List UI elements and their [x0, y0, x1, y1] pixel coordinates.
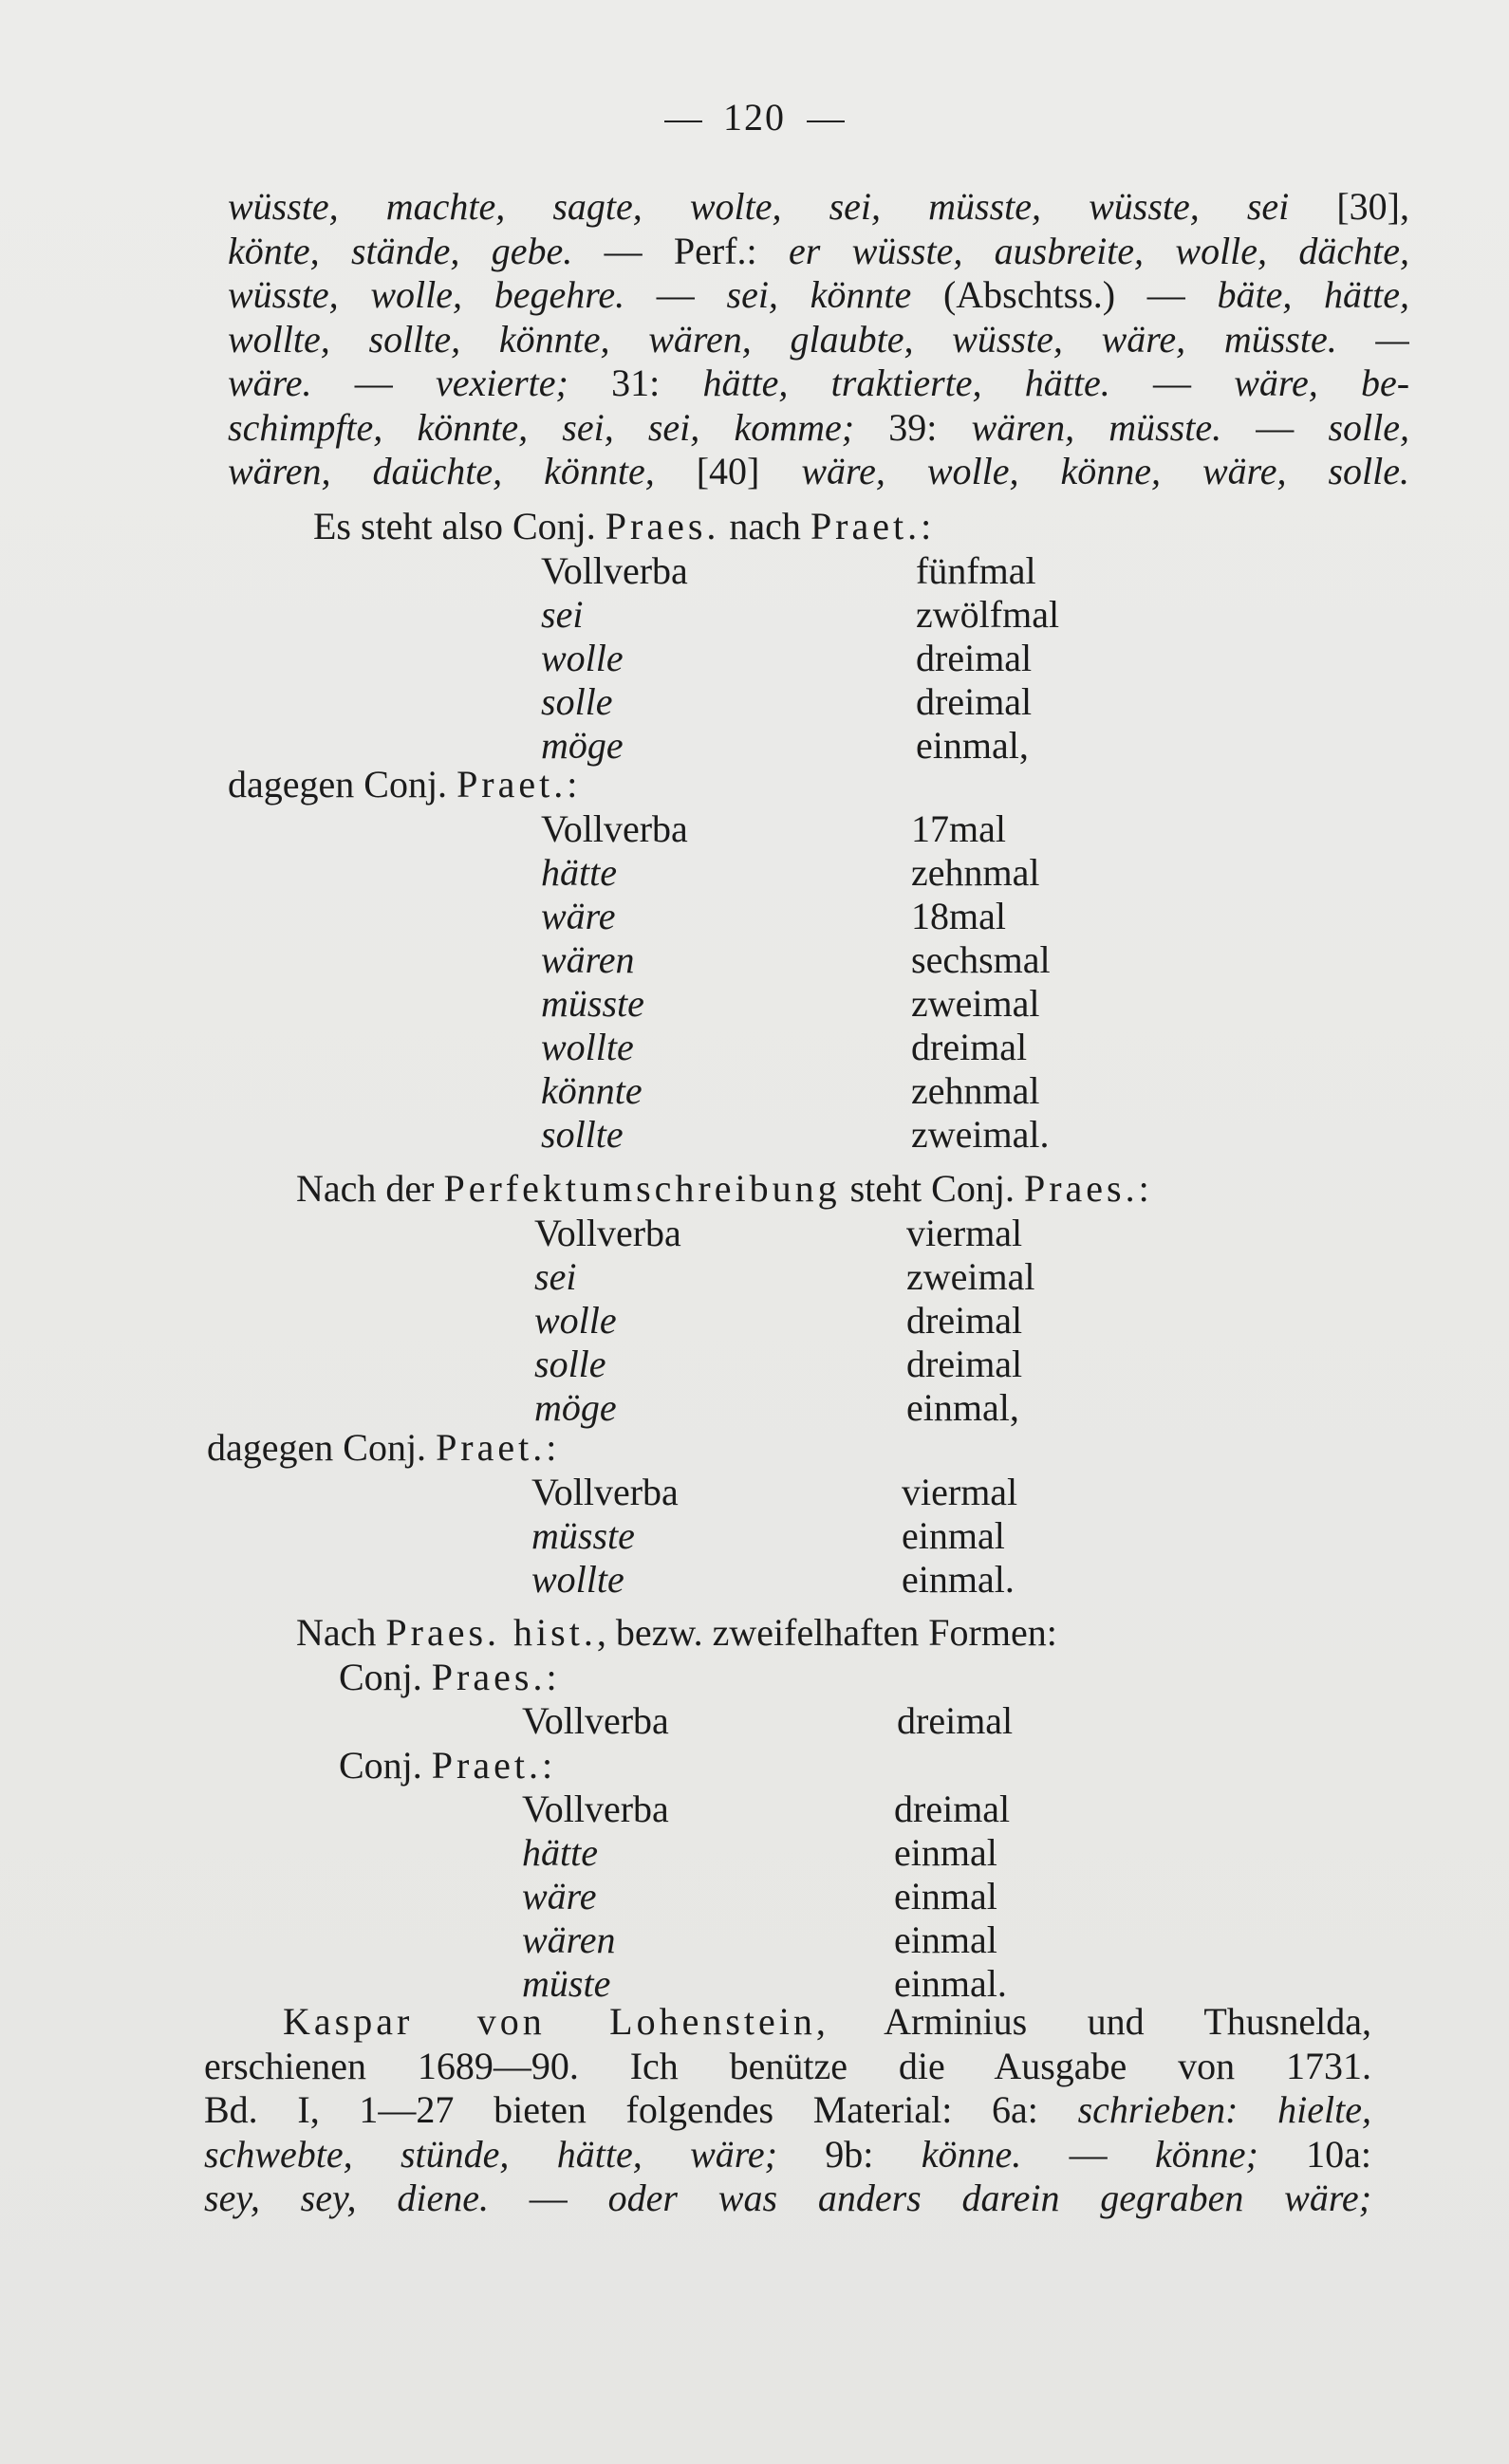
occurrence-count: viermal [906, 1212, 1023, 1254]
p1-line-4 [228, 318, 1409, 362]
verb-form: wolle [534, 1299, 617, 1342]
paragraph-1 [228, 185, 1409, 494]
intro6-a: Conj. [339, 1656, 432, 1698]
verb-form: solle [534, 1343, 606, 1385]
p2-l4-d: — [1021, 2132, 1155, 2176]
verb-form: wollte [531, 1558, 624, 1601]
p1-l7-a: wären, daüchte, könnte, [228, 450, 655, 492]
verb-form: müsste [541, 982, 644, 1025]
p2-l4-f: 10a: [1258, 2132, 1371, 2176]
occurrence-count: dreimal [916, 680, 1033, 723]
occurrence-count: dreimal [906, 1343, 1023, 1385]
p1-l5-g: wäre, be- [1234, 361, 1409, 404]
intro-perfekt [296, 1166, 1149, 1211]
p1-l6-b: 39: [854, 405, 972, 449]
p1-line-2 [228, 230, 1409, 274]
intro5-b: , bezw. zweifelhaften Formen: [596, 1611, 1057, 1654]
p2-line-5 [204, 2177, 1371, 2221]
occurrence-count: zweimal [911, 982, 1040, 1025]
intro3-b: steht Conj. [840, 1167, 1024, 1210]
intro3-perfekt: Perfektumschreibung [443, 1167, 841, 1210]
p1-l1-roman: [30], [1289, 185, 1409, 228]
p1-l3-italic-c: bäte, hätte, [1217, 273, 1409, 316]
occurrence-count: dreimal [906, 1299, 1023, 1342]
intro7-a: Conj. [339, 1744, 432, 1787]
p1-l3-italic-a: wüsste, wolle, begehre. [228, 273, 625, 316]
intro4-praet: Praet. [436, 1426, 547, 1469]
p2-l4-b: 9b: [776, 2132, 922, 2176]
p1-l6-c: wären, müsste. [971, 405, 1222, 449]
p1-l1-italic: wüsste, machte, sagte, wolte, sei, müsste, wüsste, sei [228, 185, 1290, 228]
verb-form: hätte [541, 851, 617, 894]
verb-form: müste [522, 1962, 611, 2005]
occurrence-count: fünfmal [916, 549, 1036, 592]
occurrence-count: zehnmal [911, 851, 1040, 894]
verb-form: hätte [522, 1831, 598, 1874]
intro-dagegen-2 [207, 1425, 556, 1470]
occurrence-count: viermal [902, 1471, 1018, 1513]
p2-line-2: erschienen 1689—90. Ich benütze die Ausgabe von 1731. [204, 2044, 1371, 2087]
intro7-praet: Praet. [431, 1744, 542, 1787]
intro4-a: dagegen Conj. [207, 1426, 437, 1469]
verb-form: müsste [531, 1514, 635, 1557]
verb-form: wären [541, 938, 635, 981]
intro-conj-praet [339, 1743, 552, 1788]
occurrence-count: zehnmal [911, 1069, 1040, 1112]
intro-conj-praes [339, 1655, 557, 1699]
verb-form: Vollverba [534, 1212, 681, 1254]
occurrence-count: dreimal [897, 1699, 1014, 1742]
verb-form: könnte [541, 1069, 643, 1112]
p1-l2-roman: — Perf.: [572, 229, 789, 272]
p1-l3-italic-b: sei, könnte [726, 273, 912, 316]
intro1-colon: : [921, 505, 932, 547]
p1-l5-e: hätte, traktierte, hätte. [702, 361, 1110, 404]
occurrence-count: einmal [902, 1514, 1005, 1557]
p1-l2-italic-b: er wüsste, ausbreite, wolle, dächte, [789, 229, 1409, 272]
verb-form: möge [541, 724, 624, 767]
intro1-b: nach [719, 505, 810, 547]
p1-l7-c: wäre, wolle, könne, wäre, solle. [801, 450, 1409, 492]
p2-l4-e: könne; [1154, 2132, 1258, 2176]
p2-l5-c: oder was anders darein gegraben wäre; [607, 2177, 1371, 2219]
verb-form: sei [541, 593, 584, 636]
page-number-text: 120 [723, 96, 786, 139]
verb-form: wäre [541, 895, 616, 937]
intro1-praes: Praes. [605, 505, 720, 547]
occurrence-count: einmal [894, 1918, 997, 1961]
occurrence-count: zweimal. [911, 1113, 1050, 1156]
p2-l4-a: schwebte, stünde, hätte, wäre; [204, 2132, 777, 2176]
p1-l3-roman-a: — [624, 273, 727, 316]
intro5-a: Nach [296, 1611, 386, 1654]
occurrence-count: 18mal [911, 895, 1006, 937]
p2-line-3 [204, 2088, 1371, 2133]
intro5-praes-hist: Praes. hist. [385, 1611, 597, 1654]
verb-form: wäre [522, 1875, 597, 1917]
verb-form: wären [522, 1918, 616, 1961]
intro7-colon: : [541, 1744, 553, 1787]
p2-l5-a: sey, sey, diene. [204, 2177, 489, 2219]
p2-l3-a: Bd. I, 1—27 bieten folgendes Material: 6a: [204, 2088, 1078, 2131]
p1-l5-c: vexierte; [435, 361, 568, 404]
occurrence-count: sechsmal [911, 938, 1051, 981]
intro3-colon: : [1138, 1167, 1149, 1210]
occurrence-count: einmal, [916, 724, 1029, 767]
occurrence-count: einmal. [894, 1962, 1007, 2005]
p2-line-4 [204, 2133, 1371, 2177]
p1-l4-italic: wollte, sollte, könnte, wären, glaubte, wüsste, wäre, müsste. — [228, 317, 1409, 361]
p1-line-1 [228, 185, 1409, 230]
intro6-colon: : [546, 1656, 557, 1698]
verb-form: Vollverba [541, 549, 688, 592]
intro3-praes: Praes. [1023, 1167, 1139, 1210]
dash-right [807, 120, 845, 122]
p1-l6-a: schimpfte, könnte, sei, sei, komme; [228, 405, 855, 449]
intro-dagegen-1 [228, 762, 577, 806]
verb-form: wolle [541, 637, 624, 679]
p1-l2-italic-a: könte, stände, gebe. [228, 229, 573, 272]
p1-l5-d: 31: [568, 361, 703, 404]
p2-line-1 [204, 2000, 1371, 2045]
page-number [0, 95, 1509, 139]
p1-l3-roman-b: (Abschtss.) — [911, 273, 1218, 316]
intro1-praet: Praet. [810, 505, 922, 547]
p1-line-6 [228, 406, 1409, 451]
verb-form: Vollverba [522, 1788, 669, 1830]
occurrence-count: 17mal [911, 807, 1006, 850]
intro6-praes: Praes. [431, 1656, 547, 1698]
p1-line-7 [228, 450, 1409, 494]
verb-form: Vollverba [522, 1699, 669, 1742]
p2-l1-author: Kaspar von Lohenstein [283, 2000, 816, 2043]
verb-form: solle [541, 680, 613, 723]
p1-l5-a: wäre. [228, 361, 312, 404]
p2-l3-b: schrieben: hielte, [1077, 2088, 1371, 2131]
dash-left [664, 120, 702, 122]
occurrence-count: dreimal [911, 1026, 1028, 1068]
p1-l5-b: — [311, 361, 436, 404]
p2-l1-title: , Arminius und Thusnelda, [815, 2000, 1371, 2043]
intro1-a: Es steht also Conj. [313, 505, 605, 547]
p2-l5-b: — [488, 2177, 608, 2219]
intro4-colon: : [546, 1426, 557, 1469]
p1-l5-f: — [1109, 361, 1235, 404]
verb-form: sollte [541, 1113, 624, 1156]
occurrence-count: dreimal [894, 1788, 1011, 1830]
verb-form: möge [534, 1386, 617, 1429]
p1-l6-d: — [1221, 405, 1329, 449]
occurrence-count: einmal. [902, 1558, 1015, 1601]
occurrence-count: einmal [894, 1875, 997, 1917]
paragraph-2 [204, 2000, 1371, 2221]
p1-l7-b: [40] [654, 450, 802, 492]
occurrence-count: einmal [894, 1831, 997, 1874]
occurrence-count: dreimal [916, 637, 1033, 679]
p1-line-3 [228, 273, 1409, 318]
occurrence-count: zweimal [906, 1255, 1035, 1298]
intro2-praet: Praet. [456, 763, 568, 806]
p1-line-5 [228, 361, 1409, 406]
occurrence-count: zwölfmal [916, 593, 1060, 636]
intro-praes [313, 504, 931, 548]
intro3-a: Nach der [296, 1167, 444, 1210]
intro-praes-hist [296, 1610, 1057, 1655]
p2-l4-c: könne. [921, 2132, 1022, 2176]
verb-form: sei [534, 1255, 577, 1298]
occurrence-count: einmal, [906, 1386, 1019, 1429]
verb-form: wollte [541, 1026, 634, 1068]
verb-form: Vollverba [541, 807, 688, 850]
verb-form: Vollverba [531, 1471, 679, 1513]
intro2-a: dagegen Conj. [228, 763, 457, 806]
intro2-colon: : [567, 763, 578, 806]
p1-l6-e: solle, [1328, 405, 1409, 449]
